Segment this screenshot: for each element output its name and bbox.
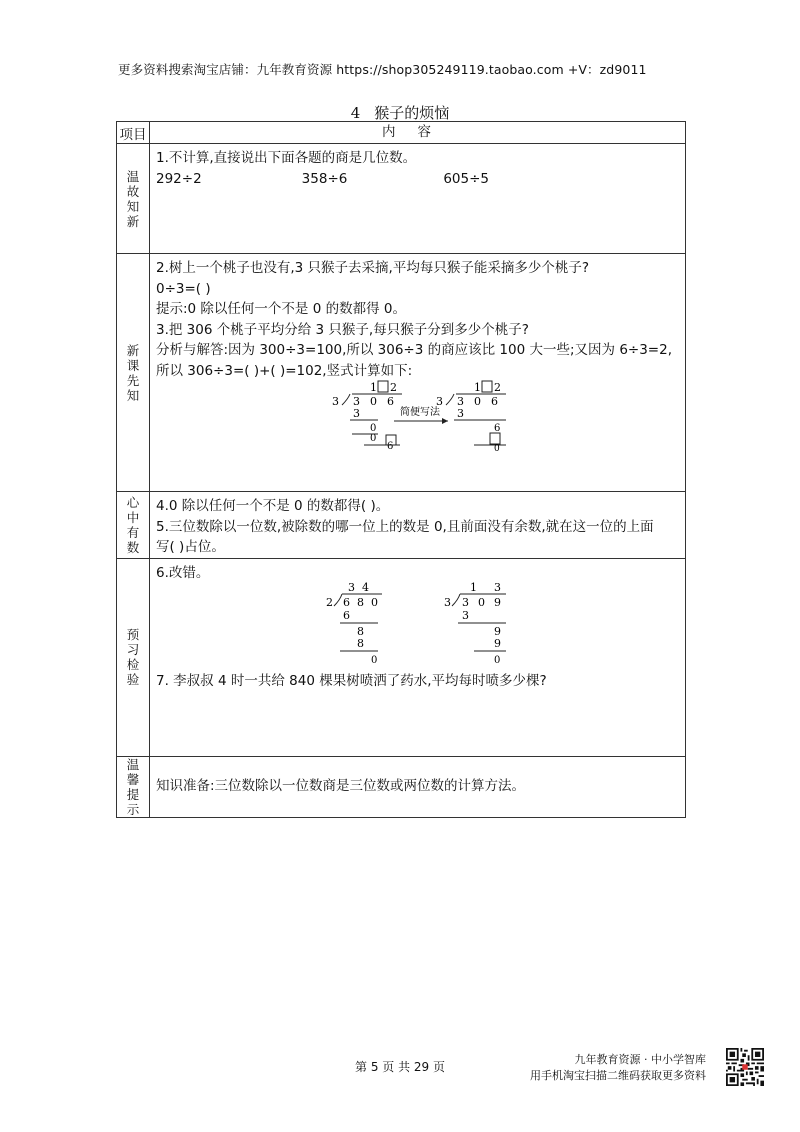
- step-value: 6: [343, 609, 350, 622]
- step-value: 6: [387, 441, 394, 451]
- section-label: 预 习 检 验: [126, 627, 140, 687]
- brand-line-2: 用手机淘宝扫描二维码获取更多资料: [530, 1069, 706, 1082]
- question-2: 2.树上一个桃子也没有,3 只猴子去采摘,平均每只猴子能采摘多少个桃子?: [156, 260, 590, 276]
- quotient-digit: 2: [390, 381, 397, 394]
- question-7: 7. 李叔叔 4 时一共给 840 棵果树喷洒了药水,平均每时喷多少棵?: [156, 673, 547, 689]
- section-label: 新 课 先 知: [126, 342, 140, 403]
- dividend-digit: 0: [370, 395, 377, 408]
- page-number: 第 5 页 共 29 页: [355, 1060, 445, 1074]
- dividend-digit: 3: [353, 395, 360, 408]
- divisor: 3: [444, 596, 451, 609]
- step-value: 0: [370, 423, 377, 434]
- dividend-digit: 6: [491, 395, 498, 408]
- dividend-digit: 6: [387, 395, 394, 408]
- step-value: 0: [494, 444, 500, 451]
- arrow-label: 简便写法: [400, 407, 440, 418]
- answer-blank-equation: 0÷3=( ): [156, 280, 211, 297]
- divisor: 3: [332, 395, 339, 408]
- lesson-title: 猴子的烦恼: [374, 104, 450, 122]
- page-title: [0, 102, 800, 123]
- divisor: 2: [326, 596, 333, 609]
- step-value: 9: [494, 637, 501, 650]
- step-value: 6: [494, 423, 501, 434]
- quotient-digit: 3: [348, 581, 355, 594]
- quotient-digit: 2: [494, 381, 501, 394]
- analysis-line-2: 所以 306÷3=( )+( )=102,竖式计算如下:: [156, 362, 413, 379]
- long-division-svg: [156, 379, 716, 451]
- lesson-number: 4: [350, 104, 361, 122]
- step-value: 0: [494, 655, 501, 665]
- dividend-digit: 3: [462, 596, 469, 609]
- table-head-row: [117, 122, 686, 144]
- dividend-digit: 9: [494, 596, 501, 609]
- tip-text: 知识准备:三位数除以一位数商是三位数或两位数的计算方法。: [156, 778, 526, 795]
- blank-box: [378, 381, 388, 392]
- expression: 605÷5: [443, 170, 490, 187]
- brand-block: [530, 1052, 706, 1084]
- step-value: 3: [353, 407, 360, 420]
- step-value: 3: [457, 407, 464, 420]
- step-value: 8: [357, 637, 364, 650]
- section-review: [117, 144, 686, 254]
- long-division-figure: [156, 381, 679, 453]
- quotient-digit: 1: [474, 381, 481, 394]
- expressions-row: [156, 169, 679, 190]
- quotient-digit: 1: [370, 381, 377, 394]
- blank-box: [482, 381, 492, 392]
- step-value: 3: [462, 609, 469, 622]
- question-4: 4.0 除以任何一个不是 0 的数都得( )。: [156, 498, 390, 514]
- section-key-points: [117, 492, 686, 559]
- section-preview-check: [117, 558, 686, 756]
- qr-code-icon: [726, 1048, 764, 1086]
- analysis-line-1: 分析与解答:因为 300÷3=100,所以 306÷3 的商应该比 100 大一些;又因为 6÷3=2,: [156, 342, 672, 358]
- expression: 358÷6: [301, 170, 348, 187]
- dividend-digit: 0: [478, 596, 485, 609]
- section-tips: [117, 756, 686, 817]
- hint-text: 提示:0 除以任何一个不是 0 的数都得 0。: [156, 301, 406, 317]
- worksheet-table: [116, 121, 686, 818]
- dividend-digit: 3: [457, 395, 464, 408]
- question-3: 3.把 306 个桃子平均分给 3 只猴子,每只猴子分到多少个桃子?: [156, 321, 529, 338]
- section-label: 温 故 知 新: [126, 168, 140, 229]
- error-correction-svg: [156, 579, 716, 665]
- head-label: 项目: [117, 122, 150, 144]
- section-label: 温 馨 提 示: [126, 756, 140, 817]
- question-6: 6.改错。: [156, 564, 210, 581]
- quotient-digit: 3: [494, 581, 501, 594]
- step-value: 8: [357, 625, 364, 638]
- step-value: 0: [371, 655, 378, 665]
- question-5-line-2: 写( )占位。: [156, 539, 225, 555]
- quotient-digit: 4: [362, 581, 369, 594]
- dividend-digit: 8: [357, 596, 364, 609]
- step-value: 0: [370, 433, 377, 444]
- brand-line-1: 九年教育资源 · 中小学智库: [574, 1053, 706, 1066]
- expression: 292÷2: [156, 170, 202, 187]
- question-5-line-1: 5.三位数除以一位数,被除数的哪一位上的数是 0,且前面没有余数,就在这一位的上面: [156, 518, 654, 535]
- dividend-digit: 6: [343, 596, 350, 609]
- divisor: 3: [436, 395, 443, 408]
- quotient-digit: 1: [470, 581, 477, 594]
- question-1: 1.不计算,直接说出下面各题的商是几位数。: [156, 150, 417, 166]
- section-label: 心 中 有 数: [126, 494, 140, 555]
- error-correction-figures: [156, 583, 679, 671]
- section-new-lesson: [117, 254, 686, 492]
- blank-box: [490, 433, 500, 444]
- step-value: 9: [494, 625, 501, 638]
- page-header: 更多资料搜索淘宝店铺：九年教育资源 https://shop305249119.taobao.com +V：zd9011: [118, 62, 647, 77]
- dividend-digit: 0: [371, 596, 378, 609]
- head-content: 内容: [150, 122, 686, 144]
- dividend-digit: 0: [474, 395, 481, 408]
